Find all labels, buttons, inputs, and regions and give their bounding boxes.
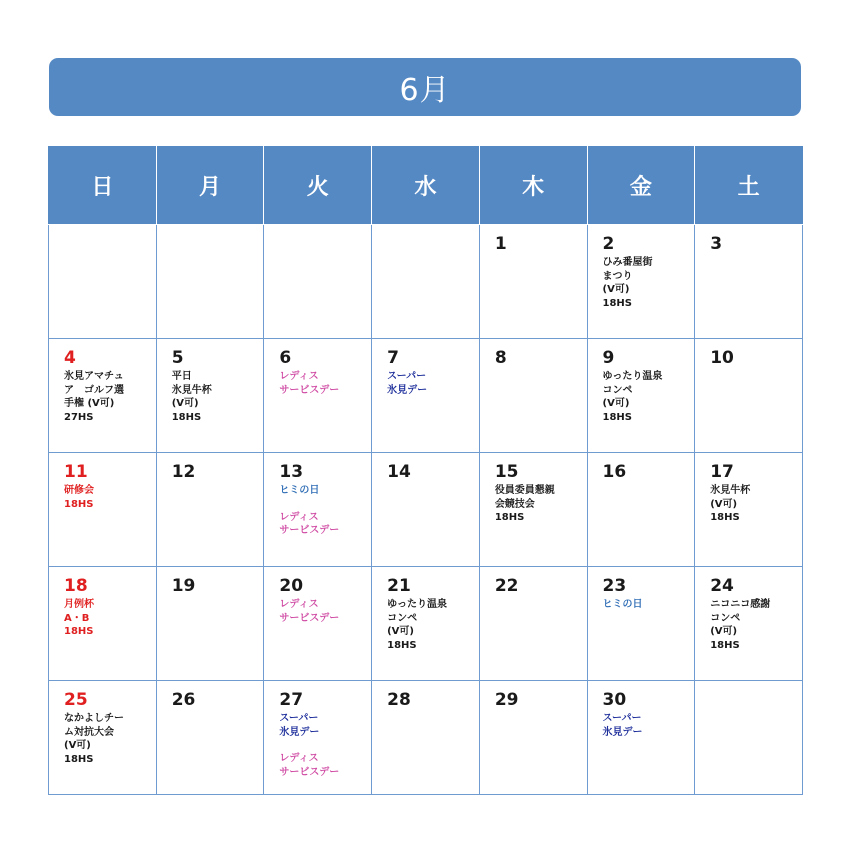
event-text: スーパー 氷見デー	[387, 371, 428, 396]
day-number: 3	[710, 234, 723, 254]
day-number: 29	[494, 690, 519, 710]
day-number: 6	[279, 348, 292, 368]
week-row	[49, 339, 803, 453]
event-list	[603, 256, 695, 310]
event-text: スーパー 氷見デー	[602, 713, 643, 738]
event-list	[279, 712, 371, 779]
day-cell	[156, 339, 264, 453]
day-cell	[372, 567, 480, 681]
day-cell	[372, 681, 480, 795]
empty-day-cell	[156, 225, 264, 339]
event-text: レディス サービスデー	[279, 511, 340, 536]
event-list	[279, 370, 371, 397]
day-cell	[587, 567, 695, 681]
day-cell	[264, 681, 372, 795]
event-text: レディス サービスデー	[279, 371, 340, 396]
event-list	[279, 484, 371, 538]
event-text: スーパー 氷見デー	[279, 713, 320, 738]
weekday-tuesday: 火	[264, 147, 372, 225]
day-number: 10	[710, 348, 734, 368]
empty-day-cell	[695, 681, 803, 795]
calendar-grid	[48, 146, 803, 795]
day-cell	[695, 339, 803, 453]
event-list	[64, 484, 156, 511]
day-number: 28	[387, 690, 411, 710]
day-number: 9	[602, 348, 615, 368]
day-number: 12	[171, 462, 196, 482]
empty-day-cell	[49, 225, 157, 339]
day-cell	[695, 453, 803, 567]
event-list	[279, 598, 371, 625]
empty-day-cell	[372, 225, 480, 339]
day-cell	[695, 225, 803, 339]
day-number: 18	[64, 576, 88, 596]
day-number: 13	[279, 462, 304, 482]
day-cell	[479, 567, 587, 681]
event-text: ゆったり温泉 コンペ (V可) 18HS	[602, 371, 663, 423]
day-number: 11	[64, 462, 88, 482]
day-number: 17	[710, 462, 734, 482]
day-number: 20	[279, 576, 304, 596]
event-list	[603, 712, 695, 739]
event-list	[387, 598, 479, 652]
week-row	[49, 225, 803, 339]
event-text: 役員委員懇親 会競技会 18HS	[494, 485, 555, 523]
day-cell	[587, 225, 695, 339]
event-text: 研修会 18HS	[64, 485, 94, 510]
day-number: 26	[171, 690, 196, 710]
day-number: 5	[171, 348, 184, 368]
event-list	[495, 484, 587, 525]
event-text: レディス サービスデー	[279, 599, 340, 624]
day-number: 23	[602, 576, 627, 596]
weekday-saturday: 土	[695, 147, 803, 225]
event-text: 月例杯 A・B 18HS	[64, 599, 94, 637]
day-number: 19	[171, 576, 196, 596]
week-row	[49, 567, 803, 681]
day-cell	[372, 339, 480, 453]
event-text: ヒミの日	[279, 485, 320, 496]
day-cell	[264, 453, 372, 567]
event-text: ひみ番屋街 まつり (V可) 18HS	[602, 257, 653, 309]
day-number: 1	[494, 234, 507, 254]
weekday-sunday: 日	[49, 147, 157, 225]
day-number: 25	[64, 690, 88, 710]
event-text: ニコニコ感謝 コンペ (V可) 18HS	[710, 599, 771, 651]
weekday-wednesday: 水	[372, 147, 480, 225]
weekday-friday: 金	[587, 147, 695, 225]
day-number: 21	[387, 576, 411, 596]
event-text: 氷見アマチュ ア ゴルフ選 手権 (V可) 27HS	[64, 371, 124, 423]
empty-day-cell	[264, 225, 372, 339]
event-text: レディス サービスデー	[279, 753, 340, 778]
event-list	[64, 370, 156, 424]
day-cell	[479, 453, 587, 567]
day-cell	[695, 567, 803, 681]
event-list	[603, 598, 695, 612]
event-text: ヒミの日	[602, 599, 643, 610]
day-cell	[587, 339, 695, 453]
day-cell	[587, 681, 695, 795]
day-cell	[49, 453, 157, 567]
event-list	[710, 598, 802, 652]
event-text: ゆったり温泉 コンペ (V可) 18HS	[387, 599, 448, 651]
week-row	[49, 453, 803, 567]
weekday-monday: 月	[156, 147, 264, 225]
day-cell	[587, 453, 695, 567]
calendar-body	[49, 225, 803, 795]
day-number: 14	[387, 462, 411, 482]
day-cell	[264, 567, 372, 681]
event-list	[172, 370, 264, 424]
day-number: 16	[602, 462, 627, 482]
day-number: 2	[602, 234, 615, 254]
week-row	[49, 681, 803, 795]
day-cell	[372, 453, 480, 567]
day-number: 24	[710, 576, 734, 596]
day-number: 8	[494, 348, 507, 368]
event-list	[64, 712, 156, 766]
event-text: なかよしチー ム対抗大会 (V可) 18HS	[64, 713, 124, 765]
weekday-thursday: 木	[479, 147, 587, 225]
day-number: 15	[494, 462, 519, 482]
day-cell	[479, 225, 587, 339]
day-cell	[479, 681, 587, 795]
day-cell	[49, 339, 157, 453]
event-list	[387, 370, 479, 397]
event-list	[603, 370, 695, 424]
day-cell	[479, 339, 587, 453]
day-cell	[156, 567, 264, 681]
day-cell	[156, 681, 264, 795]
day-cell	[49, 567, 157, 681]
event-list	[64, 598, 156, 639]
day-cell	[49, 681, 157, 795]
day-cell	[264, 339, 372, 453]
day-number: 4	[64, 348, 76, 368]
event-text: 氷見牛杯 (V可) 18HS	[710, 485, 751, 523]
day-number: 27	[279, 690, 304, 710]
day-cell	[156, 453, 264, 567]
weekday-header-row	[49, 147, 803, 225]
event-list	[710, 484, 802, 525]
day-number: 30	[602, 690, 627, 710]
day-number: 22	[494, 576, 519, 596]
day-number: 7	[387, 348, 399, 368]
month-title: 6月	[49, 58, 801, 116]
event-text: 平日 氷見牛杯 (V可) 18HS	[171, 371, 212, 423]
